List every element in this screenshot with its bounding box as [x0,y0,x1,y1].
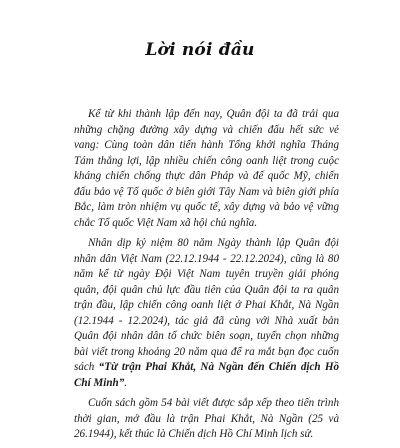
preface-body [74,107,339,448]
paragraph-3: Cuốn sách gồm 54 bài viết được sắp xếp theo tiến trình thời gian, mở đầu là trận Phai Khắt, Nà Ngần (25 và 26.1944), kết thúc là Chiến dịch Hồ Chí Minh lịch sử. [74,397,339,440]
book-title-quote: “Từ trận Phai Khắt, Nà Ngần đến Chiến dịch Hồ Chí Minh” [74,361,340,389]
paragraph-2 [74,236,339,391]
page-title: Lời nói đầu [145,40,255,60]
paragraph-2-text: Nhân dịp kỷ niệm 80 năm Ngày thành lập Quân đội nhân dân Việt Nam (22.12.1944 - 22.12.2024), cũng là 80 năm kể từ ngày Đội Việt Nam tuyên truyền giải phóng quân, đội quân chủ lực đầu tiên của Quân đội ta ra quân trận đầu, lập chiến công oanh liệt ở Phai Khắt, Nà Ngần (12.1944 - 12.2024), tác giả đã cùng với Nhà xuất bản Quân đội nhân dân tổ chức biên soạn, tuyển chọn những bài viết trong khoảng 20 năm qua để ra mắt bạn đọc cuốn sách [74,237,339,373]
paragraph-1: Kể từ khi thành lập đến nay, Quân đội ta đã trải qua những chặng đường xây dựng và chiến đấu hết sức vẻ vang: Cùng toàn dân tiến hành Tổng khởi nghĩa Tháng Tám thắng lợi, lập nhiều chiến công oanh liệt trong cuộc kháng chiến chống thực dân Pháp và đế quốc Mỹ, chiến đấu bảo vệ Tổ quốc ở biên giới Tây Nam và biên giới phía Bắc, làm tròn nhiệm vụ quốc tế, xây dựng và bảo vệ vững chắc Tổ quốc Việt Nam xã hội chủ nghĩa. [74,108,339,229]
paragraph-2-end: . [124,376,128,389]
